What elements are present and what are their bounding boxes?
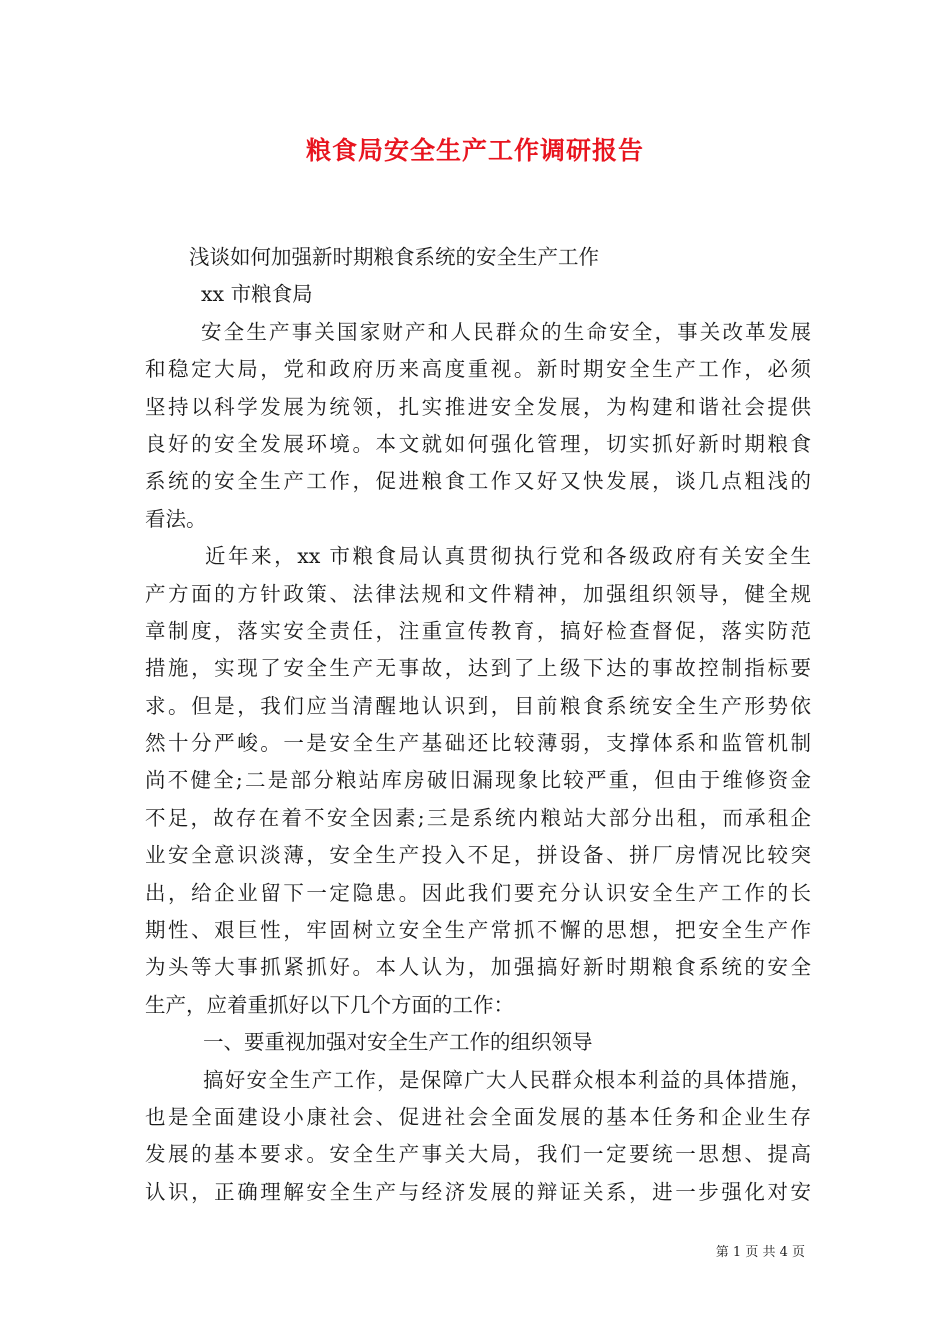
- text-line: 期性、艰巨性，牢固树立安全生产常抓不懈的思想，把安全生产作: [145, 918, 811, 943]
- text-line: 良好的安全发展环境。本文就如何强化管理，切实抓好新时期粮食: [145, 431, 811, 456]
- text-line: 也是全面建设小康社会、促进社会全面发展的基本任务和企业生存: [145, 1104, 811, 1129]
- subtitle-line: 浅谈如何加强新时期粮食系统的安全生产工作: [189, 245, 599, 269]
- text-line: 出，给企业留下一定隐患。因此我们要充分认识安全生产工作的长: [145, 880, 811, 905]
- text-line: 认识，正确理解安全生产与经济发展的辩证关系，进一步强化对安: [145, 1179, 811, 1204]
- text-line: 不足，故存在着不安全因素;三是系统内粮站大部分出租，而承租企: [145, 805, 811, 830]
- text-line: 措施，实现了安全生产无事故，达到了上级下达的事故控制指标要: [145, 656, 811, 681]
- document-body: [145, 239, 811, 1211]
- text-line: 章制度，落实安全责任，注重宣传教育，搞好检查督促，落实防范: [145, 618, 811, 643]
- text-line: 系统的安全生产工作，促进粮食工作又好又快发展，谈几点粗浅的: [145, 469, 811, 494]
- page-title: 粮食局安全生产工作调研报告: [305, 136, 644, 165]
- text-line: 安全生产事关国家财产和人民群众的生命安全，事关改革发展: [201, 319, 811, 344]
- text-line: 产方面的方针政策、法律法规和文件精神，加强组织领导，健全规: [145, 581, 811, 606]
- text-line: 生产，应着重抓好以下几个方面的工作：: [145, 992, 514, 1017]
- text-line: 看法。: [145, 506, 207, 531]
- page-number: 第 1 页 共 4 页: [715, 1245, 805, 1260]
- text-line: 为头等大事抓紧抓好。本人认为，加强搞好新时期粮食系统的安全: [145, 955, 811, 980]
- text-line: 求。但是，我们应当清醒地认识到，目前粮食系统安全生产形势依: [145, 693, 811, 718]
- text-line: 搞好安全生产工作，是保障广大人民群众根本利益的具体措施，: [203, 1067, 811, 1092]
- text-line: 坚持以科学发展为统领，扎实推进安全发展，为构建和谐社会提供: [145, 394, 811, 419]
- text-line: 和稳定大局，党和政府历来高度重视。新时期安全生产工作，必须: [145, 357, 811, 382]
- text-line: 发展的基本要求。安全生产事关大局，我们一定要统一思想、提高: [145, 1142, 811, 1167]
- text-line: 尚不健全;二是部分粮站库房破旧漏现象比较严重，但由于维修资金: [145, 768, 811, 793]
- section-heading: 一、要重视加强对安全生产工作的组织领导: [203, 1030, 593, 1055]
- author-line: xx 市粮食局: [201, 282, 313, 307]
- text-line: 然十分严峻。一是安全生产基础还比较薄弱，支撑体系和监管机制: [145, 731, 811, 756]
- text-line: 业安全意识淡薄，安全生产投入不足，拼设备、拼厂房情况比较突: [145, 843, 811, 868]
- text-line: 近年来，xx 市粮食局认真贯彻执行党和各级政府有关安全生: [205, 544, 811, 569]
